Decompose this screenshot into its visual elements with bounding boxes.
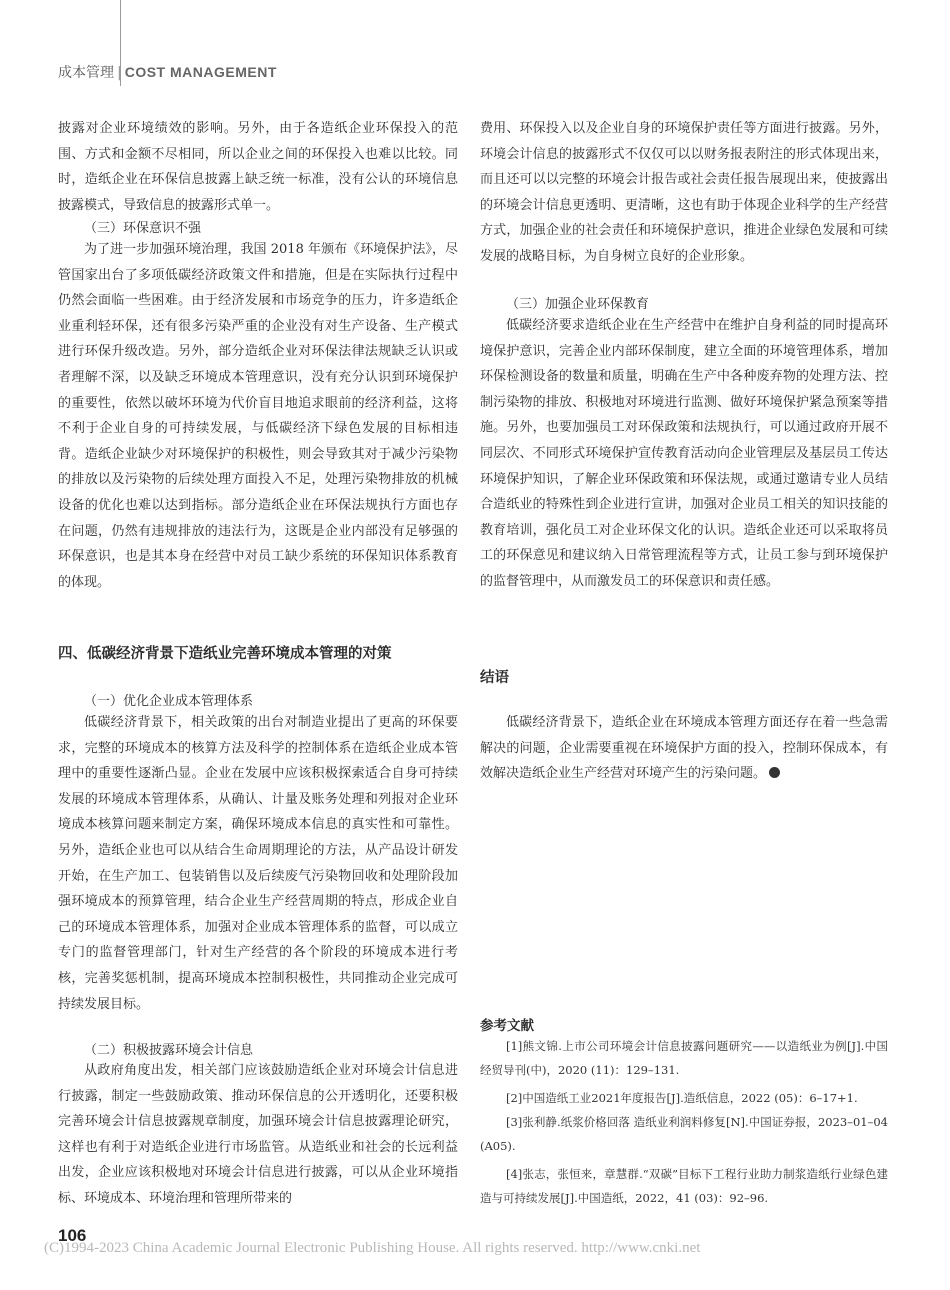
section-heading-conclusion: 结语 — [480, 670, 509, 686]
paragraph-disclosure-continued: 披露对企业环境绩效的影响。另外，由于各造纸企业环保投入的范围、方式和金额不尽相同，所以企业之间的环保投入也难以比较。同时，造纸企业在环保信息披露上缺乏统一标准，没有公认的环境信息披露模式，导致信息的披露形式单一。 — [58, 121, 458, 213]
subheading-env-education: （三）加强企业环保教育 — [506, 297, 650, 312]
subheading-disclose-accounting-info: （二）积极披露环境会计信息 — [84, 1043, 254, 1058]
subheading-env-awareness: （三）环保意识不强 — [84, 221, 202, 236]
header-separator: | — [117, 65, 122, 81]
reference-item: [2]中国造纸工业2021年度报告[J].造纸信息，2022 (05)：6–17+1. — [506, 1091, 858, 1105]
reference-item: [4]张志，张恒来，章慧群.“双碳”目标下工程行业助力制浆造纸行业绿色建造与可持续发展[J].中国造纸，2022，41 (03)：92–96. — [480, 1167, 888, 1205]
paragraph-disclose-accounting-info: 从政府角度出发，相关部门应该鼓励造纸企业对环境会计信息进行披露，制定一些鼓励政策、推动环保信息的公开透明化，还要积极完善环境会计信息披露规章制度，加强环境会计信息披露理论研究，这样也有利于对造纸企业进行市场监管。从造纸业和社会的长远利益出发，企业应该积极地对环境会计信息进行披露，可以从企业环境指标、环境成本、环境治理和管理所带来的 — [58, 1063, 458, 1206]
subheading-optimize-cost-system: （一）优化企业成本管理体系 — [84, 694, 254, 709]
reference-item: [1]熊文锦.上市公司环境会计信息披露问题研究——以造纸业为例[J].中国经贸导刊(中)，2020 (11)：129–131. — [480, 1039, 888, 1077]
section-heading-countermeasures: 四、低碳经济背景下造纸业完善环境成本管理的对策 — [58, 646, 392, 662]
paragraph-conclusion — [480, 710, 888, 787]
header-section-en: COST MANAGEMENT — [124, 64, 277, 80]
running-header — [58, 62, 277, 82]
references-heading: 参考文献 — [480, 1018, 534, 1034]
paragraph-env-education: 低碳经济要求造纸企业在生产经营中在维护自身利益的同时提高环境保护意识，完善企业内部环保制度，建立全面的环境管理体系，增加环保检测设备的数量和质量，明确在生产中各种废弃物的处理方法、控制污染物的排放、积极地对环境进行监测、做好环境保护紧急预案等措施。另外，也要加强员工对环保政策和法规执行，可以通过政府开展不同层次、不同形式环境保护宣传教育活动向企业管理层及基层员工传达环境保护知识，了解企业环保政策和环保法规，或通过邀请专业人员结合造纸业的特殊性到企业进行宣讲，加强对企业员工相关的知识技能的教育培训，强化员工对企业环保文化的认识。造纸企业还可以采取将员工的环保意见和建议纳入日常管理流程等方式，让员工参与到环境保护的监督管理中，从而激发员工的环保意识和责任感。 — [480, 318, 888, 589]
paragraph-env-awareness: 为了进一步加强环境治理，我国 2018 年颁布《环境保护法》，尽管国家出台了多项低碳经济政策文件和措施，但是在实际执行过程中仍然会面临一些困难。由于经济发展和市场竞争的压力，许多造纸企业重利轻环保，还有很多污染严重的企业没有对生产设备、生产模式进行环保升级改造。另外，部分造纸企业对环保法律法规缺乏认识或者理解不深，以及缺乏环境成本管理意识，没有充分认识到环境保护的重要性，依然以破坏环境为代价盲目地追求眼前的经济利益，这将不利于企业自身的可持续发展，与低碳经济下绿色发展的目标相违背。造纸企业缺少对环境保护的积极性，则会导致其对于减少污染物的排放以及污染物的后续处理方面投入不足，处理污染物排放的机械设备的优化也难以达到指标。部分造纸企业在环保法规执行方面也存在问题，仍然有违规排放的违法行为，这既是企业内部没有足够强的环保意识，也是其本身在经营中对员工缺少系统的环保知识体系教育的体现。 — [58, 242, 458, 590]
reference-item: [3]张利静.纸浆价格回落 造纸业利润料修复[N].中国证券报，2023–01–04 (A05). — [480, 1115, 888, 1153]
paragraph-optimize-cost-system: 低碳经济背景下，相关政策的出台对制造业提出了更高的环保要求，完整的环境成本的核算方法及科学的控制体系在造纸企业成本管理中的重要性逐渐凸显。企业在发展中应该积极探索适合自身可持续发展的环境成本管理体系，从确认、计量及账务处理和列报对企业环境成本核算问题来制定方案，确保环境成本信息的真实性和可靠性。另外，造纸企业也可以从结合生命周期理论的方法，从产品设计研发开始，在生产加工、包装销售以及后续废气污染物回收和处理阶段加强环境成本的预算管理，结合企业生产经营周期的特点，形成企业自己的环境成本管理体系，加强对企业成本管理体系的监督，可以成立专门的监督管理部门，针对生产经营的各个阶段的环境成本进行考核，完善奖惩机制，提高环境成本控制积极性，共同推动企业完成可持续发展目标。 — [58, 715, 458, 1012]
paragraph-disclosure-form: 费用、环保投入以及企业自身的环境保护责任等方面进行披露。另外，环境会计信息的披露形式不仅仅可以以财务报表附注的形式体现出来，而且还可以以完整的环境会计报告或社会责任报告展现出来，使披露出的环境会计信息更透明、更清晰，这也有助于体现企业科学的生产经营方式，加强企业的社会责任和环境保护意识，推进企业绿色发展和可续发展的战略目标，为自身树立良好的企业形象。 — [480, 121, 888, 264]
end-mark-icon — [769, 767, 780, 778]
page-number: 106 — [58, 1226, 87, 1245]
conclusion-text: 低碳经济背景下，造纸企业在环境成本管理方面还存在着一些急需解决的问题，企业需要重视在环境保护方面的投入，控制环保成本，有效解决造纸企业生产经营对环境产生的污染问题。 — [480, 715, 888, 782]
header-section-cn: 成本管理 — [58, 65, 114, 81]
copyright-watermark: (C)1994-2023 China Academic Journal Electronic Publishing House. All rights reserved. http://www.cnki.net — [44, 1240, 701, 1256]
